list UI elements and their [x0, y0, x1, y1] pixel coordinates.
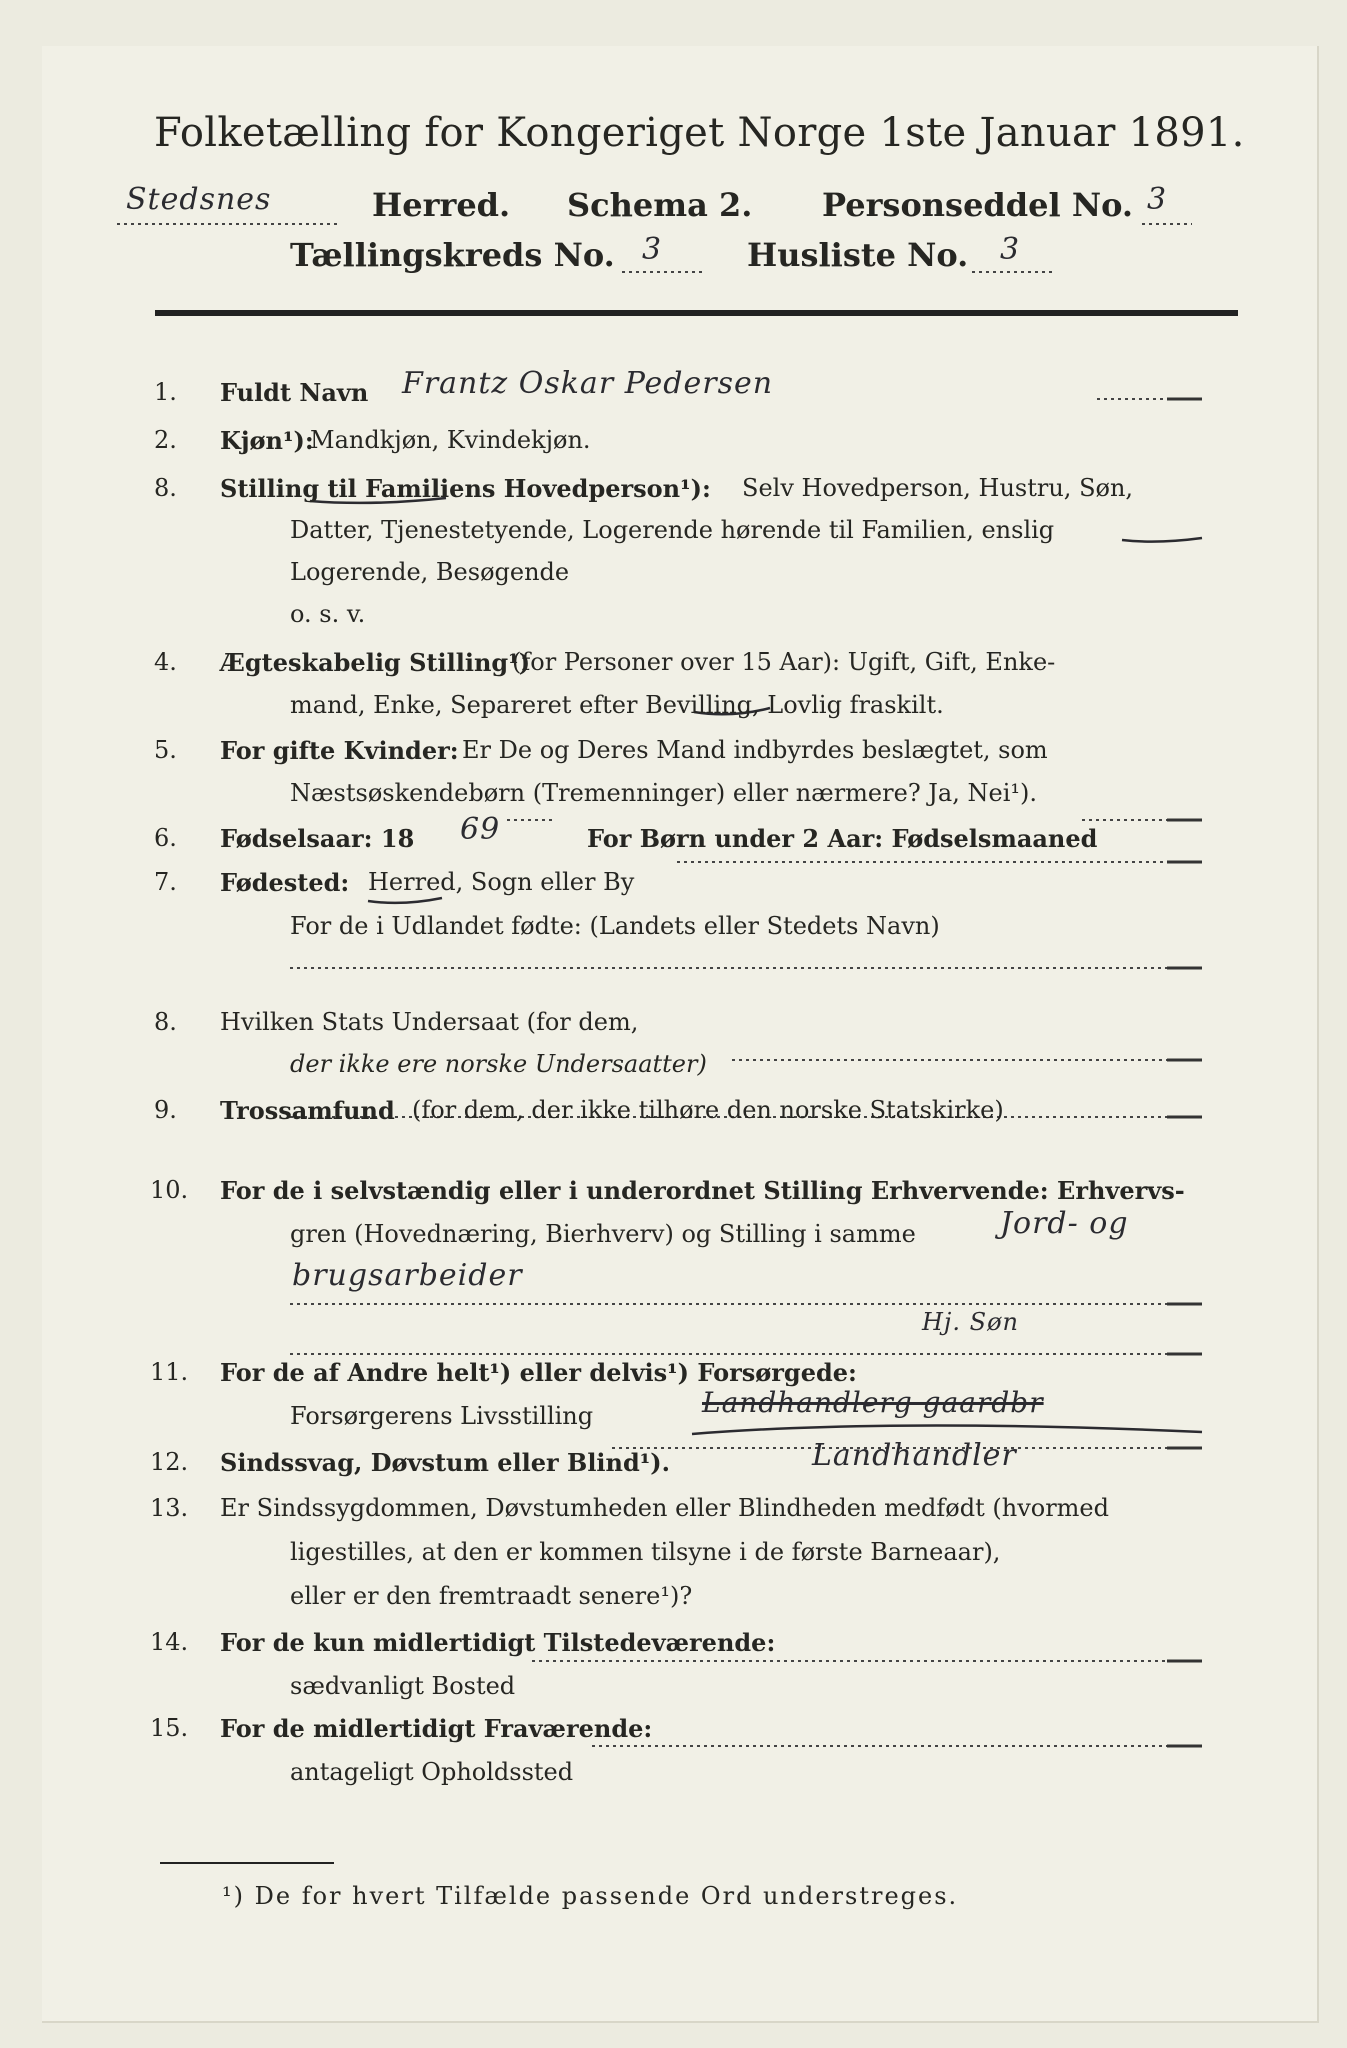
q2-label: Kjøn¹): [220, 426, 314, 455]
q2-options: Mandkjøn, Kvindekjøn. [310, 426, 591, 454]
q5-text-line1: Er De og Deres Mand indbyrdes beslægtet, som [462, 736, 1048, 764]
q15-sub-label: antageligt Opholdssted [290, 1758, 574, 1786]
q11-number: 11. [150, 1358, 189, 1386]
q15-number: 15. [150, 1714, 189, 1742]
q8-text-line2: der ikke ere norske Undersaatter) [290, 1050, 707, 1078]
q9-text: (for dem, der ikke tilhøre den norske Statskirke) [412, 1096, 1004, 1124]
q7-label: Fødested: [220, 868, 350, 897]
q13-text-line2: ligestilles, at den er kommen tilsyne i de første Barneaar), [290, 1538, 1001, 1566]
taellingskreds-number: 3 [642, 232, 663, 267]
header-rule [155, 310, 1238, 316]
q13-text-line1: Er Sindssygdommen, Døvstumheden eller Blindheden medfødt (hvormed [220, 1494, 1109, 1522]
q12-label: Sindssvag, Døvstum eller Blind¹). [220, 1448, 670, 1477]
q9-label: Trossamfund [220, 1096, 395, 1125]
q4-options-line2: mand, Enke, Separeret efter Bevilling, Lovlig fraskilt. [290, 691, 944, 719]
q4-label: Ægteskabelig Stilling¹) [220, 648, 531, 677]
q6-answer: 69 [460, 812, 501, 847]
q13-text-line3: eller er den fremtraadt senere¹)? [290, 1582, 693, 1610]
q10-answer-line3: Hj. Søn [922, 1308, 1019, 1336]
q15-label: For de midlertidigt Fraværende: [220, 1714, 653, 1743]
q3-options-line1: Selv Hovedperson, Hustru, Søn, [742, 474, 1134, 502]
q14-number: 14. [150, 1628, 189, 1656]
q11-sub-label: Forsørgerens Livsstilling [290, 1402, 594, 1430]
q6-sub-label: For Børn under 2 Aar: Fødselsmaaned [587, 824, 1098, 853]
q14-sub-label: sædvanligt Bosted [290, 1672, 516, 1700]
q6-number: 6. [154, 824, 177, 852]
q10-number: 10. [150, 1176, 189, 1204]
q11-struck-answer: Landhandlerg gaardbr [702, 1386, 1044, 1419]
q7-foreign: For de i Udlandet fødte: (Landets eller Stedets Navn) [290, 912, 940, 940]
q1-label: Fuldt Navn [220, 378, 369, 407]
q3-options-line2: Datter, Tjenestetyende, Logerende hørende til Familien, enslig [290, 516, 1055, 544]
q10-answer-line1: Jord- og [1000, 1206, 1129, 1241]
personseddel-number: 3 [1147, 182, 1168, 217]
q2-number: 2. [154, 426, 177, 454]
husliste-label: Husliste No. [747, 236, 969, 274]
q10-answer-line2: brugsarbeider [292, 1258, 523, 1293]
q13-number: 13. [150, 1494, 189, 1522]
q12-number: 12. [150, 1448, 189, 1476]
q10-label: For de i selvstændig eller i underordnet Stilling Erhvervende: Erhvervs- [220, 1176, 1185, 1205]
q7-options: Herred, Sogn eller By [368, 868, 635, 896]
q1-number: 1. [154, 378, 177, 406]
schema-label: Schema 2. [567, 186, 753, 224]
q4-options-line1: (for Personer over 15 Aar): Ugift, Gift, Enke- [512, 648, 1056, 676]
taellingskreds-label: Tællingskreds No. [290, 236, 615, 274]
q5-number: 5. [154, 736, 177, 764]
q5-text-line2: Næstsøskendebørn (Tremenninger) eller nærmere? Ja, Nei¹). [290, 779, 1037, 807]
q1-answer: Frantz Oskar Pedersen [402, 366, 774, 401]
q3-label: Stilling til Familiens Hovedperson¹): [220, 474, 711, 503]
q8-label: Hvilken Stats Undersaat (for dem, [220, 1008, 639, 1036]
personseddel-label: Personseddel No. [822, 186, 1133, 224]
q14-label: For de kun midlertidigt Tilstedeværende: [220, 1628, 776, 1657]
footnote: ¹) De for hvert Tilfælde passende Ord understreges. [222, 1882, 959, 1910]
herred-name: Stedsnes [126, 182, 272, 217]
q11-answer: Landhandler [812, 1438, 1017, 1473]
q11-label: For de af Andre helt¹) eller delvis¹) Forsørgede: [220, 1358, 857, 1387]
herred-label: Herred. [372, 186, 511, 224]
q3-options-line3: Logerende, Besøgende [290, 558, 570, 586]
q10-text-line2: gren (Hovednæring, Bierhverv) og Stilling i samme [290, 1220, 916, 1248]
census-form [42, 46, 1319, 2023]
form-title: Folketælling for Kongeriget Norge 1ste Januar 1891. [154, 110, 1245, 156]
q5-label: For gifte Kvinder: [220, 736, 459, 765]
q3-options-line4: o. s. v. [290, 600, 366, 628]
q3-number: 8. [154, 474, 177, 502]
q8-number: 8. [154, 1008, 177, 1036]
q4-number: 4. [154, 648, 177, 676]
q6-label: Fødselsaar: 18 [220, 824, 415, 853]
husliste-number: 3 [1000, 232, 1021, 267]
q7-number: 7. [154, 868, 177, 896]
q9-number: 9. [154, 1096, 177, 1124]
